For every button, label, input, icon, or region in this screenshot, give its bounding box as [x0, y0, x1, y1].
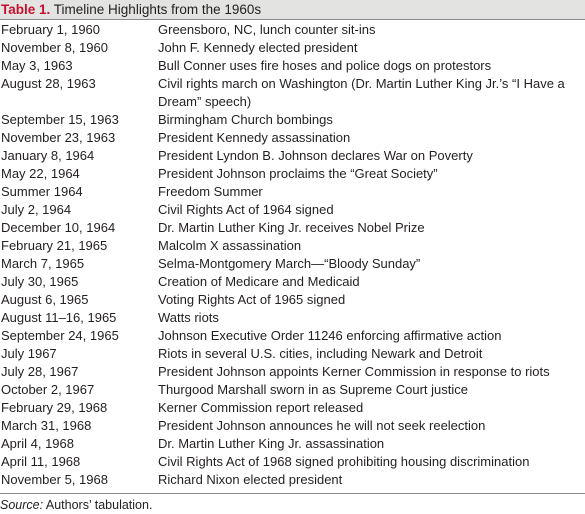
table-row: [0, 435, 585, 453]
row-date: September 24, 1965: [1, 328, 119, 343]
row-event: Riots in several U.S. cities, including Newark and Detroit: [158, 346, 483, 361]
row-event: Civil Rights Act of 1964 signed: [158, 202, 334, 217]
table-row: [0, 75, 585, 111]
table-row: [0, 57, 585, 75]
row-event: Selma-Montgomery March—“Bloody Sunday”: [158, 256, 421, 271]
table-row: [0, 111, 585, 129]
row-date: April 11, 1968: [1, 454, 81, 469]
table-row: [0, 453, 585, 471]
source-note: [0, 498, 585, 513]
row-event: Johnson Executive Order 11246 enforcing affirmative action: [158, 328, 502, 343]
timeline-rows: [0, 21, 585, 489]
row-date: April 4, 1968: [1, 436, 74, 451]
row-date: July 2, 1964: [1, 202, 72, 217]
row-event: Civil rights march on Washington (Dr. Martin Luther King Jr.’s “I Have a Dream” speech): [158, 76, 565, 109]
table-row: [0, 237, 585, 255]
row-event: Creation of Medicare and Medicaid: [158, 274, 360, 289]
table-row: [0, 399, 585, 417]
source-text: Authors’ tabulation.: [43, 498, 153, 512]
table-row: [0, 39, 585, 57]
row-event: President Johnson proclaims the “Great Society”: [158, 166, 438, 181]
source-label: Source:: [0, 498, 44, 512]
row-date: August 6, 1965: [1, 292, 89, 307]
top-rule: [0, 19, 585, 20]
row-date: Summer 1964: [1, 184, 83, 199]
timeline-table: [0, 21, 585, 489]
row-event: Richard Nixon elected president: [158, 472, 343, 487]
row-date: November 5, 1968: [1, 472, 108, 487]
table-row: [0, 381, 585, 399]
row-date: March 31, 1968: [1, 418, 92, 433]
table-row: [0, 291, 585, 309]
table-row: [0, 183, 585, 201]
table-row: [0, 201, 585, 219]
row-date: January 8, 1964: [1, 148, 95, 163]
row-date: October 2, 1967: [1, 382, 95, 397]
row-date: February 29, 1968: [1, 400, 108, 415]
row-date: November 23, 1963: [1, 130, 116, 145]
row-date: July 30, 1965: [1, 274, 79, 289]
row-event: President Johnson announces he will not seek reelection: [158, 418, 486, 433]
bottom-rule: [0, 493, 585, 494]
row-date: July 1967: [1, 346, 57, 361]
table-row: [0, 345, 585, 363]
table-row: [0, 471, 585, 489]
table-row: [0, 147, 585, 165]
row-event: Dr. Martin Luther King Jr. assassination: [158, 436, 385, 451]
row-date: February 1, 1960: [1, 22, 101, 37]
table-row: [0, 21, 585, 39]
row-event: Thurgood Marshall sworn in as Supreme Court justice: [158, 382, 468, 397]
row-event: Voting Rights Act of 1965 signed: [158, 292, 346, 307]
row-date: December 10, 1964: [1, 220, 116, 235]
row-date: November 8, 1960: [1, 40, 108, 55]
row-event: Birmingham Church bombings: [158, 112, 333, 127]
table-row: [0, 309, 585, 327]
row-date: July 28, 1967: [1, 364, 79, 379]
table-row: [0, 273, 585, 291]
row-event: Dr. Martin Luther King Jr. receives Nobel Prize: [158, 220, 425, 235]
row-event: Kerner Commission report released: [158, 400, 364, 415]
row-date: May 22, 1964: [1, 166, 80, 181]
row-event: President Lyndon B. Johnson declares War on Poverty: [158, 148, 473, 163]
table-row: [0, 417, 585, 435]
row-event: Civil Rights Act of 1968 signed prohibiting housing discrimination: [158, 454, 530, 469]
table-row: [0, 363, 585, 381]
table-row: [0, 219, 585, 237]
row-event: Bull Conner uses fire hoses and police dogs on protestors: [158, 58, 492, 73]
row-event: President Johnson appoints Kerner Commission in response to riots: [158, 364, 550, 379]
table-title-text: Timeline Highlights from the 1960s: [50, 2, 262, 17]
table-row: [0, 129, 585, 147]
row-event: President Kennedy assassination: [158, 130, 351, 145]
table-row: [0, 165, 585, 183]
row-date: August 28, 1963: [1, 76, 96, 91]
row-date: September 15, 1963: [1, 112, 119, 127]
row-event: Malcolm X assassination: [158, 238, 302, 253]
row-date: February 21, 1965: [1, 238, 108, 253]
table-row: [0, 327, 585, 345]
row-date: May 3, 1963: [1, 58, 73, 73]
table-number: Table 1.: [1, 2, 51, 17]
table-title: [0, 0, 585, 19]
table-row: [0, 255, 585, 273]
row-date: March 7, 1965: [1, 256, 85, 271]
row-event: Greensboro, NC, lunch counter sit-ins: [158, 22, 376, 37]
row-date: August 11–16, 1965: [1, 310, 117, 325]
row-event: Watts riots: [158, 310, 219, 325]
row-event: Freedom Summer: [158, 184, 263, 199]
row-event: John F. Kennedy elected president: [158, 40, 358, 55]
